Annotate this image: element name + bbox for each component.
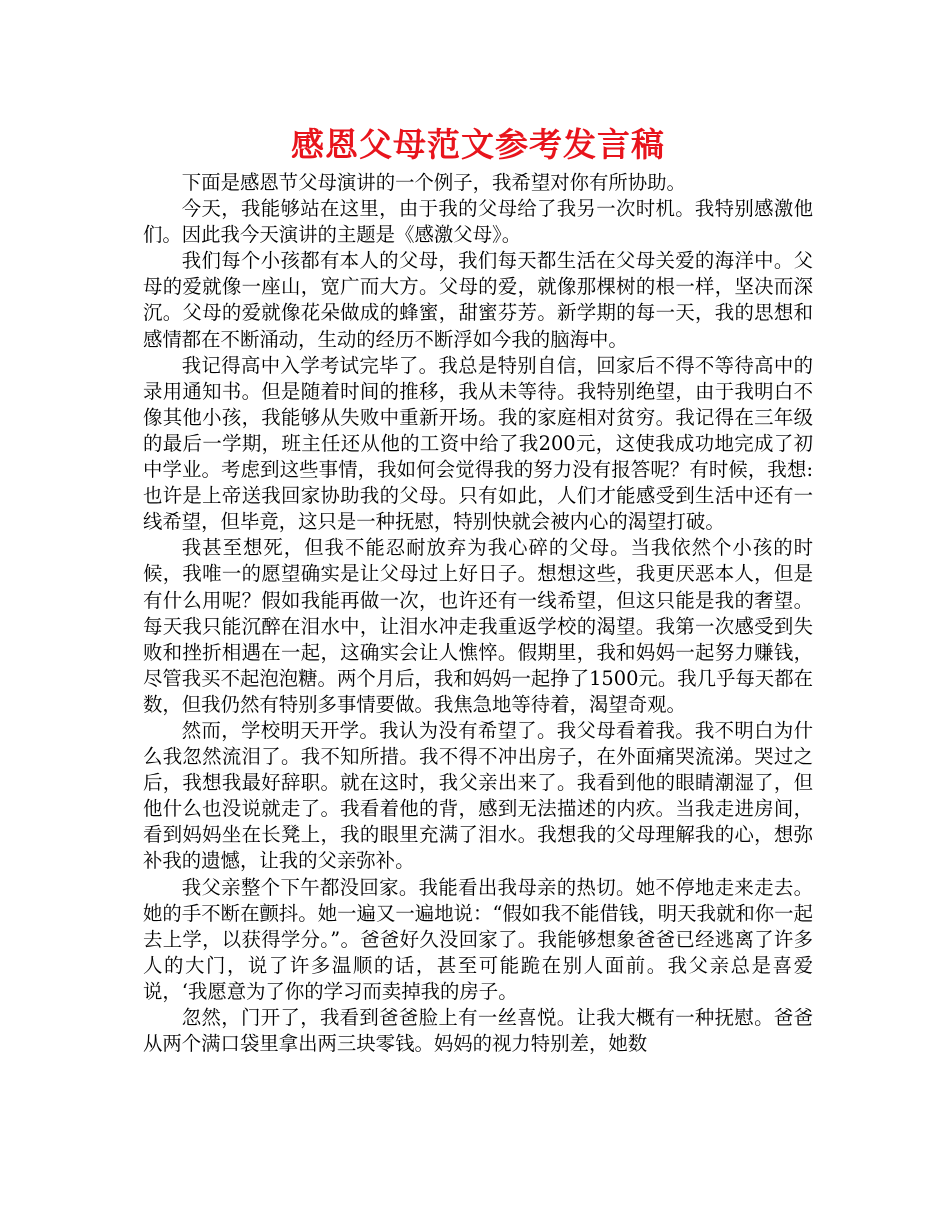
document-page — [143, 120, 813, 1057]
paragraph-intro: 下面是感恩节父母演讲的一个例子，我希望对你有所协助。 — [181, 171, 686, 194]
paragraph-parents-love: 我们每个小孩都有本人的父母，我们每天都生活在父母关爱的海洋中。父母的爱就像一座山，宽广而大方。父母的爱，就像那棵树的根一样，坚决而深沉。父母的爱就像花朵做成的蜂蜜，甜蜜芬芳。新学期的每一天，我的思想和感情都在不断涌动，生动的经历不断浮如今我的脑海中。 — [143, 249, 813, 351]
paragraph-today: 今天，我能够站在这里，由于我的父母给了我另一次时机。我特别感激他们。因此我今天演讲的主题是《感激父母》。 — [143, 197, 813, 247]
paragraph-despair: 我甚至想死，但我不能忍耐放弃为我心碎的父母。当我依然个小孩的时候，我唯一的愿望确实是让父母过上好日子。想想这些，我更厌恶本人，但是有什么用呢？假如我能再做一次，也许还有一线希望，但这只能是我的奢望。每天我只能沉醉在泪水中，让泪水冲走我重返学校的渴望。我第一次感受到失败和挫折相遇在一起，这确实会让人憔悴。假期里，我和妈妈一起努力赚钱，尽管我买不起泡泡糖。两个月后，我和妈妈一起挣了1500元。我几乎每天都在数，但我仍然有特别多事情要做。我焦急地等待着，渴望奇观。 — [143, 536, 813, 716]
paragraph-entrance-exam: 我记得高中入学考试完毕了。我总是特别自信，回家后不得不等待高中的录用通知书。但是随着时间的推移，我从未等待。我特别绝望，由于我明白不像其他小孩，我能够从失败中重新开场。我的家庭相对贫穷。我记得在三年级的最后一学期，班主任还从他的工资中给了我200元，这使我成功地完成了初中学业。考虑到这些事情，我如何会觉得我的努力没有报答呢？有时候，我想:也许是上帝送我回家协助我的父母。只有如此，人们才能感受到生活中还有一线希望，但毕竟，这只是一种抚慰，特别快就会被内心的渴望打破。 — [143, 353, 813, 534]
paragraph-door-opens: 忽然，门开了，我看到爸爸脸上有一丝喜悦。让我大概有一种抚慰。爸爸从两个满口袋里拿出两三块零钱。妈妈的视力特别差，她数 — [143, 1006, 813, 1056]
paragraph-father-away: 我父亲整个下午都没回家。我能看出我母亲的热切。她不停地走来走去。她的手不断在颤抖。她一遍又一遍地说：“假如我不能借钱，明天我就和你一起去上学，以获得学分。”。爸爸好久没回家了。我能够想象爸爸已经逃离了许多人的大门，说了许多温顺的话，甚至可能跪在别人面前。我父亲总是喜爱说，‘我愿意为了你的学习而卖掉我的房子。 — [143, 875, 813, 1003]
paragraph-school-opens: 然而，学校明天开学。我认为没有希望了。我父母看着我。我不明白为什么我忽然流泪了。我不知所措。我不得不冲出房子，在外面痛哭流涕。哭过之后，我想我最好辞职。就在这时，我父亲出来了。我看到他的眼睛潮湿了，但他什么也没说就走了。我看着他的背，感到无法描述的内疚。当我走进房间，看到妈妈坐在长凳上，我的眼里充满了泪水。我想我的父母理解我的心，想弥补我的遗憾，让我的父亲弥补。 — [143, 718, 813, 873]
document-title: 感恩父母范文参考发言稿 — [291, 125, 665, 164]
